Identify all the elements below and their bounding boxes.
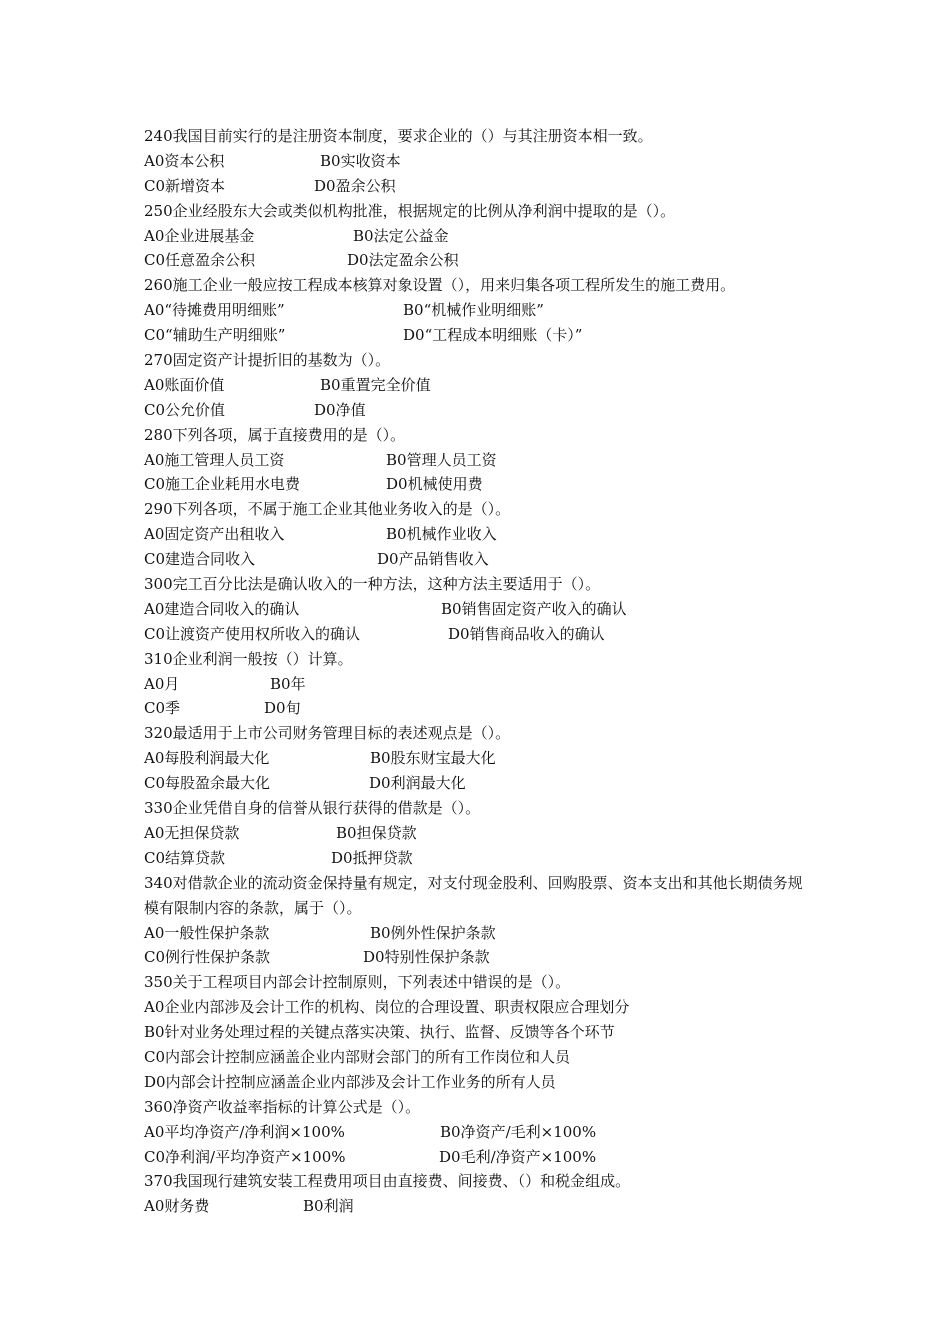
option-left: A0一般性保护条款 [144, 923, 270, 942]
option-left: A0资本公积 [144, 151, 225, 170]
option-row [144, 522, 824, 547]
question-list [144, 124, 824, 1219]
option-right: B0股东财宝最大化 [370, 749, 496, 768]
option-left: A0固定资产出租收入 [144, 525, 285, 544]
option-right: B0“机械作业明细账” [403, 301, 544, 320]
option-row [144, 821, 824, 846]
option-right: D0毛利/净资产×100% [439, 1147, 597, 1166]
option-row [144, 771, 824, 796]
option-right: B0管理人员工资 [386, 450, 497, 469]
option-right: D0净值 [314, 400, 366, 419]
question-block [144, 572, 824, 647]
option-row [144, 472, 824, 497]
option-right: B0利润 [303, 1197, 354, 1216]
question-block [144, 497, 824, 572]
question-stem: 310企业利润一般按（）计算。 [144, 649, 353, 668]
option-line: A0企业内部涉及会计工作的机构、岗位的合理设置、职责权限应合理划分 [144, 998, 630, 1017]
option-row [144, 597, 824, 622]
question-block [144, 721, 824, 796]
option-row [144, 224, 824, 249]
option-left: C0结算贷款 [144, 848, 226, 867]
question-stem: 240我国目前实行的是注册资本制度，要求企业的（）与其注册资本相一致。 [144, 127, 653, 145]
option-row [144, 696, 824, 721]
question-stem: 280下列各项，属于直接费用的是（）。 [144, 425, 406, 444]
option-right: B0机械作业收入 [386, 525, 497, 544]
question-stem: 300完工百分比法是确认收入的一种方法，这种方法主要适用于（）。 [144, 575, 601, 594]
question-block [144, 1095, 824, 1170]
option-right: B0例外性保护条款 [370, 923, 496, 942]
option-left: A0施工管理人员工资 [144, 450, 285, 469]
option-row [144, 945, 824, 970]
option-row [144, 174, 824, 199]
option-right: B0法定公益金 [353, 226, 449, 245]
option-line: B0针对业务处理过程的关键点落实决策、执行、监督、反馈等各个环节 [144, 1023, 615, 1042]
option-left: C0净利润/平均净资产×100% [144, 1147, 346, 1166]
option-right: D0抵押贷款 [331, 848, 413, 867]
option-left: A0“待摊费用明细账” [144, 301, 285, 320]
question-stem: 330企业凭借自身的信誉从银行获得的借款是（）。 [144, 799, 481, 818]
option-right: D0利润最大化 [369, 774, 466, 793]
option-row [144, 149, 824, 174]
question-stem: 270固定资产计提折旧的基数为（）。 [144, 351, 391, 370]
option-left: A0无担保贷款 [144, 823, 240, 842]
question-block [144, 970, 824, 1094]
option-left: C0“辅助生产明细账” [144, 326, 286, 345]
option-left: A0企业进展基金 [144, 226, 255, 245]
option-left: A0账面价值 [144, 375, 225, 394]
option-row [144, 622, 824, 647]
option-left: C0季 [144, 699, 181, 718]
option-line: C0内部会计控制应涵盖企业内部财会部门的所有工作岗位和人员 [144, 1047, 571, 1066]
option-right: D0旬 [264, 699, 301, 718]
question-block [144, 124, 824, 199]
option-right: D0法定盈余公积 [347, 251, 459, 270]
option-row [144, 373, 824, 398]
question-block [144, 647, 824, 722]
option-left: C0建造合同收入 [144, 550, 256, 569]
option-right: D0盈余公积 [314, 176, 396, 195]
question-block [144, 273, 824, 348]
option-row [144, 1145, 824, 1170]
option-row [144, 1120, 824, 1145]
option-row [144, 323, 824, 348]
question-stem: 370我国现行建筑安装工程费用项目由直接费、间接费、（）和税金组成。 [144, 1172, 631, 1191]
option-row [144, 921, 824, 946]
option-row [144, 298, 824, 323]
option-left: C0任意盈余公积 [144, 251, 256, 270]
option-right: D0特别性保护条款 [363, 948, 490, 967]
option-left: C0让渡资产使用权所收入的确认 [144, 624, 361, 643]
option-right: B0年 [270, 674, 306, 693]
option-row [144, 1194, 824, 1219]
question-block [144, 199, 824, 274]
question-block [144, 1169, 824, 1219]
option-row [144, 846, 824, 871]
option-row [144, 547, 824, 572]
option-right: B0实收资本 [320, 151, 401, 170]
option-left: A0月 [144, 674, 180, 693]
option-left: A0建造合同收入的确认 [144, 599, 300, 618]
question-block [144, 871, 824, 971]
question-block [144, 348, 824, 423]
option-left: C0公允价值 [144, 400, 226, 419]
question-stem: 340对借款企业的流动资金保持量有规定，对支付现金股利、回购股票、资本支出和其他长期债务规模有限制内容的条款，属于（）。 [144, 873, 803, 917]
question-stem: 250企业经股东大会或类似机构批准，根据规定的比例从净利润中提取的是（）。 [144, 201, 676, 220]
option-left: A0每股利润最大化 [144, 749, 270, 768]
option-right: D0“工程成本明细账（卡）” [403, 326, 583, 345]
question-stem: 260施工企业一般应按工程成本核算对象设置（），用来归集各项工程所发生的施工费用。 [144, 276, 736, 295]
question-stem: 360净资产收益率指标的计算公式是（）。 [144, 1097, 421, 1116]
option-left: A0财务费 [144, 1197, 210, 1216]
question-block [144, 796, 824, 871]
question-stem: 290下列各项，不属于施工企业其他业务收入的是（）。 [144, 500, 511, 519]
option-right: B0净资产/毛利×100% [440, 1122, 597, 1141]
option-right: B0担保贷款 [336, 823, 417, 842]
option-left: C0每股盈余最大化 [144, 774, 271, 793]
option-line: D0内部会计控制应涵盖企业内部涉及会计工作业务的所有人员 [144, 1072, 556, 1091]
option-right: B0重置完全价值 [320, 375, 431, 394]
question-block [144, 423, 824, 498]
option-right: D0机械使用费 [386, 475, 483, 494]
option-row [144, 448, 824, 473]
option-row [144, 672, 824, 697]
option-right: D0销售商品收入的确认 [448, 624, 605, 643]
option-row [144, 248, 824, 273]
option-left: A0平均净资产/净利润×100% [144, 1122, 345, 1141]
option-row [144, 746, 824, 771]
option-left: C0新增资本 [144, 176, 226, 195]
option-right: B0销售固定资产收入的确认 [441, 599, 627, 618]
question-stem: 350关于工程项目内部会计控制原则，下列表述中错误的是（）。 [144, 973, 571, 992]
option-right: D0产品销售收入 [377, 550, 489, 569]
question-stem: 320最适用于上市公司财务管理目标的表述观点是（）。 [144, 724, 511, 743]
option-left: C0例行性保护条款 [144, 948, 271, 967]
option-row [144, 398, 824, 423]
option-left: C0施工企业耗用水电费 [144, 475, 301, 494]
